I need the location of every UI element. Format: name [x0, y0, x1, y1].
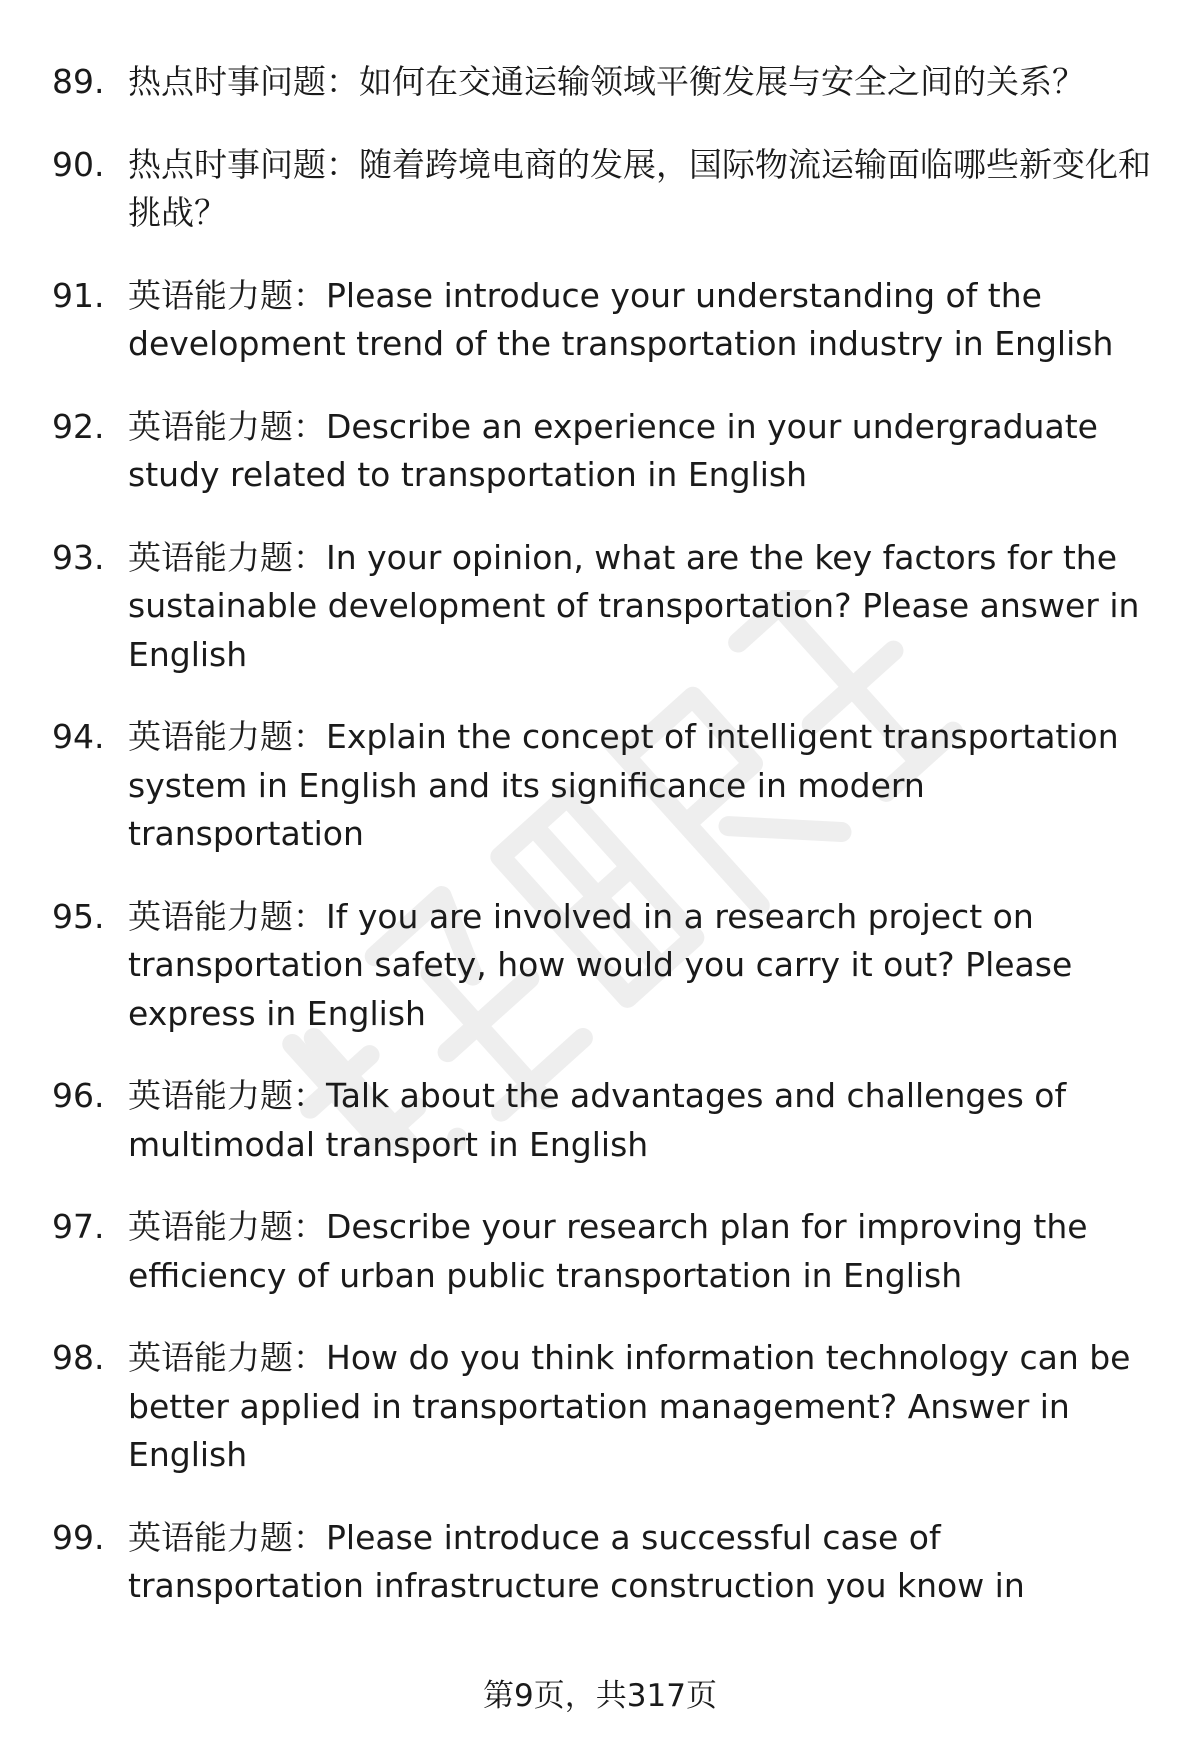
question-item: [52, 534, 1162, 680]
question-list: [52, 58, 1162, 1611]
question-number: 98.: [52, 1338, 105, 1377]
question-item: [52, 403, 1162, 500]
question-text: 英语能力题：Describe an experience in your undergraduate study related to transportation in English: [128, 406, 1098, 494]
question-number: 94.: [52, 717, 105, 756]
question-number: 96.: [52, 1076, 105, 1115]
question-text: 英语能力题：How do you think information technology can be better applied in transportation management? Answer in English: [128, 1338, 1131, 1474]
question-text: 英语能力题：Explain the concept of intelligent transportation system in English and its significance in modern transportation: [128, 717, 1119, 853]
question-item: [52, 1514, 1162, 1611]
question-number: 97.: [52, 1207, 105, 1246]
question-number: 95.: [52, 896, 105, 936]
question-text: 英语能力题：Please introduce a successful case of transportation infrastructure construction you know in: [128, 1517, 1025, 1605]
question-text: 热点时事问题：随着跨境电商的发展，国际物流运输面临哪些新变化和挑战？: [128, 144, 1151, 232]
question-text: 英语能力题：Please introduce your understanding of the development trend of the transportation industry in English: [128, 275, 1114, 363]
question-item: [52, 58, 1162, 107]
question-text: 热点时事问题：如何在交通运输领域平衡发展与安全之间的关系？: [128, 62, 1085, 101]
question-number: 89.: [52, 62, 105, 101]
question-number: 91.: [52, 275, 105, 315]
question-number: 92.: [52, 406, 105, 446]
question-item: [52, 272, 1162, 369]
question-text: 英语能力题：Talk about the advantages and challenges of multimodal transport in English: [128, 1076, 1067, 1164]
question-item: [52, 1072, 1162, 1169]
question-item: [52, 141, 1162, 238]
question-item: [52, 893, 1162, 1039]
question-item: [52, 1203, 1162, 1300]
question-text: 英语能力题：In your opinion, what are the key factors for the sustainable development of transportation? Please answer in English: [128, 537, 1140, 674]
question-number: 93.: [52, 537, 105, 577]
page-number-label: 第9页，共317页: [483, 1678, 717, 1714]
question-text: 英语能力题：If you are involved in a research project on transportation safety, how would you carry it out? Please express in English: [128, 896, 1073, 1033]
question-number: 99.: [52, 1517, 105, 1557]
question-number: 90.: [52, 144, 105, 184]
page-footer: [0, 1676, 1200, 1716]
question-item: [52, 713, 1162, 859]
question-item: [52, 1334, 1162, 1480]
question-text: 英语能力题：Describe your research plan for improving the efficiency of urban public transportation in English: [128, 1207, 1088, 1295]
